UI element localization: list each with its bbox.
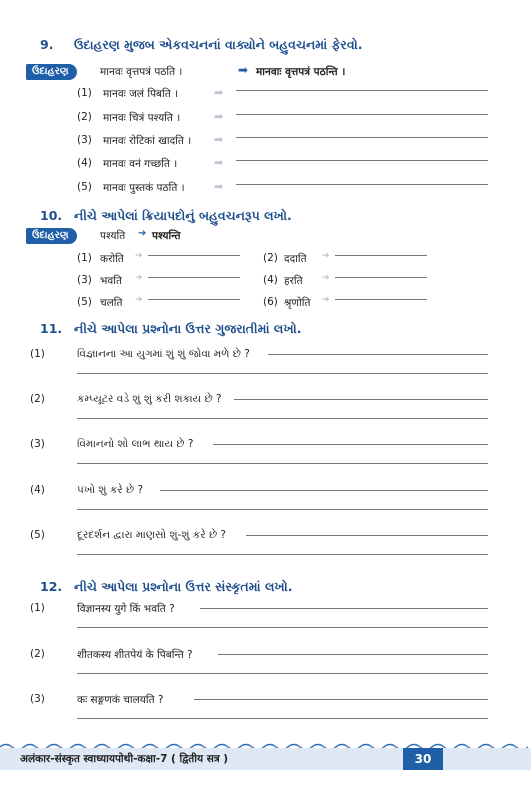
q9-item-text: मानवः रोटिकां खादति । [103,135,192,147]
q11-item-number: (3) [30,438,45,450]
q10-answer-line [335,277,427,278]
q9-heading [40,37,363,53]
q11-answer-line [77,463,488,464]
q11-answer-line [213,444,488,445]
q9-example-given: मानवः वृत्तपत्रं पठति । [100,66,183,78]
q9-item-text: मानवः जलं पिबति । [103,88,179,100]
q9-item-number: (1) [77,87,92,99]
q10-title: નીચે આપેલાં ક્રિયાપદોનું બહુવચનરૂપ લખો. [74,208,292,223]
q9-item-number: (5) [77,181,92,193]
q12-answer-line [77,627,488,628]
q11-item-number: (1) [30,348,45,360]
q10-item-text: भवति [100,275,122,287]
q10-item-arrow-icon: ➔ [322,251,330,261]
footer-book-title: अलंकार-संस्कृत स्वाध्यायपोथी-कक्षा-7 ( द्वितीय सत्र ) [20,753,229,765]
q11-item-text: કમ્પ્યૂટર વડે શું શું કરી શકાય છે ? [77,393,222,405]
q11-answer-line [77,373,488,374]
q11-answer-line [268,354,488,355]
q10-item-text: चलति [100,297,123,309]
q10-answer-line [148,277,240,278]
q10-item-number: (6) [263,296,278,308]
q11-answer-line [77,418,488,419]
q9-example-answer: मानवाः वृत्तपत्रं पठन्ति । [256,66,346,78]
q10-answer-line [148,299,240,300]
q9-example-badge: ઉદાહરણ [26,64,77,80]
q11-item-text: પંખો શું કરે છે ? [77,484,144,496]
q10-item-text: करोति [100,253,124,265]
q10-answer-line [148,255,240,256]
q10-example-answer: पश्यन्ति [152,230,181,242]
q12-item-number: (1) [30,602,45,614]
q11-title: નીચે આપેલા પ્રશ્નોના ઉત્તર ગુજરાતીમાં લખો. [74,321,302,336]
q10-answer-line [335,255,427,256]
q11-item-text: વિજ્ઞાનના આ યુગમાં શું શું જોવા મળે છે ? [77,348,250,360]
q12-item-number: (2) [30,648,45,660]
q9-item-arrow-icon: ➡ [214,86,224,99]
q9-item-arrow-icon: ➡ [214,110,224,123]
q11-answer-line [77,509,488,510]
q10-number: 10. [40,208,63,223]
q11-number: 11. [40,321,63,336]
page-number: 30 [403,748,443,770]
q10-example-given: पश्यति [100,230,126,242]
q10-item-text: ददाति [284,253,307,265]
q9-answer-line [236,137,488,138]
q12-heading [40,579,293,595]
q9-item-number: (2) [77,111,92,123]
q9-answer-line [236,160,488,161]
q11-item-number: (2) [30,393,45,405]
q10-item-arrow-icon: ➔ [135,273,143,283]
q11-item-number: (5) [30,529,45,541]
q10-heading [40,208,292,224]
q9-item-number: (4) [77,157,92,169]
q10-example-arrow-icon: ➔ [138,228,147,239]
q10-item-arrow-icon: ➔ [322,273,330,283]
q10-item-number: (2) [263,252,278,264]
q11-answer-line [246,535,488,536]
q11-item-text: વિમાનનો શો લાભ થાય છે ? [77,438,194,450]
q10-item-number: (4) [263,274,278,286]
q12-answer-line [77,718,488,719]
q10-item-number: (1) [77,252,92,264]
q10-item-text: हरति [284,275,303,287]
q12-answer-line [200,608,488,609]
q12-answer-line [218,654,488,655]
q12-item-text: शीतकस्य शीतपेयं के पिबन्ति ? [77,649,193,661]
q9-item-text: मानवः वनं गच्छति । [103,158,178,170]
q12-item-number: (3) [30,693,45,705]
q9-item-arrow-icon: ➡ [214,156,224,169]
q9-item-arrow-icon: ➡ [214,133,224,146]
q10-answer-line [335,299,427,300]
q10-example-badge: ઉદાહરણ [26,228,77,244]
q10-item-arrow-icon: ➔ [322,295,330,305]
q11-item-number: (4) [30,484,45,496]
q11-item-text: દૂરદર્શન દ્વારા માણસો શું-શું કરે છે ? [77,529,227,541]
q9-item-number: (3) [77,134,92,146]
q12-number: 12. [40,579,63,594]
q9-item-text: मानवः चित्रं पश्यति । [103,112,181,124]
q9-title: ઉદાહરણ મુજબ એકવચનનાં વાક્યોને બહુવચનમાં ફેરવો. [74,37,363,52]
q11-answer-line [234,399,488,400]
q11-answer-line [160,490,488,491]
q12-item-text: कः सङ्गणकं चालयति ? [77,694,164,706]
q10-item-text: श्रृणोति [284,297,311,309]
q12-answer-line [77,673,488,674]
q12-answer-line [194,699,488,700]
q9-item-arrow-icon: ➡ [214,180,224,193]
q11-answer-line [77,554,488,555]
q9-answer-line [236,184,488,185]
q11-heading [40,321,301,337]
q9-number: 9. [40,37,54,52]
q9-example-arrow-icon: ➡ [238,63,249,77]
q9-answer-line [236,90,488,91]
q10-item-number: (5) [77,296,92,308]
q9-item-text: मानवः पुस्तकं पठति । [103,182,185,194]
q9-answer-line [236,114,488,115]
q12-item-text: विज्ञानस्य युगे किं भवति ? [77,603,175,615]
q10-item-arrow-icon: ➔ [135,251,143,261]
q12-title: નીચે આપેલા પ્રશ્નોના ઉત્તર સંસ્કૃતમાં લખો. [74,579,293,594]
q10-item-number: (3) [77,274,92,286]
q10-item-arrow-icon: ➔ [135,295,143,305]
